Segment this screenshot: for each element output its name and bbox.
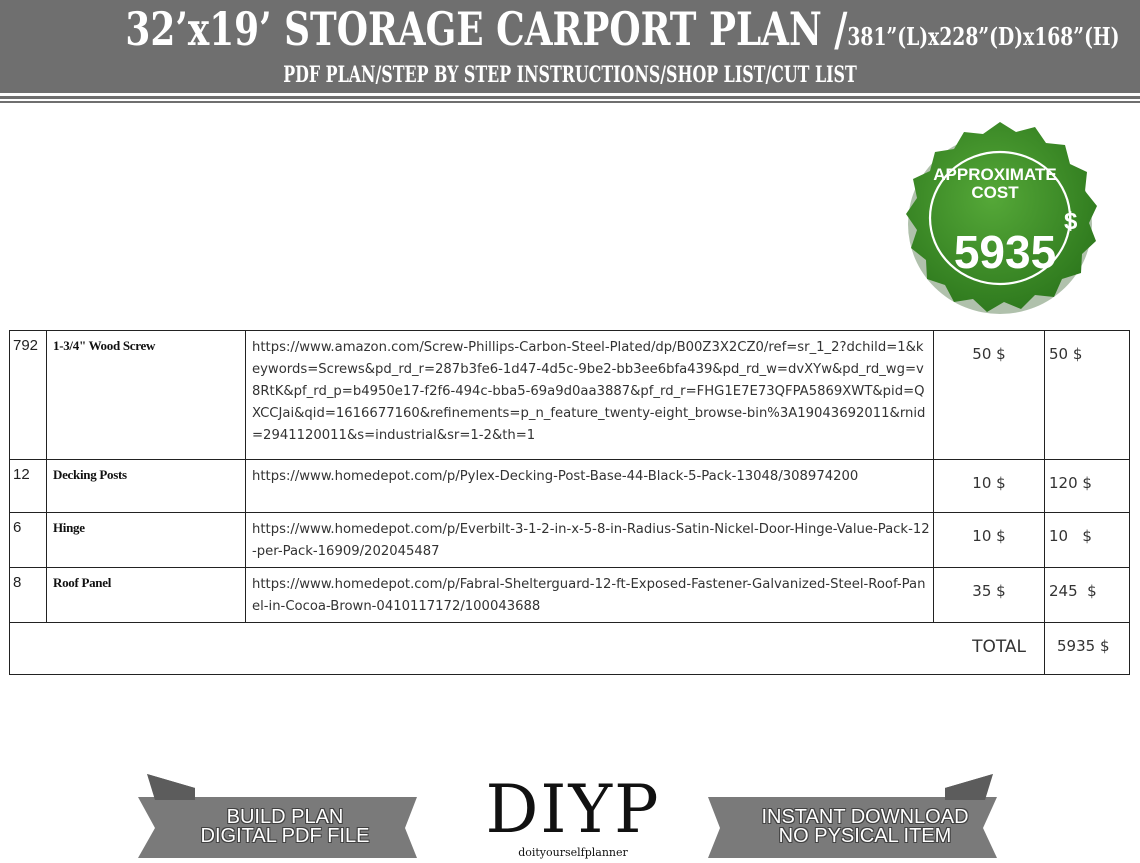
diyp-logo-tagline: doityourselfplanner: [518, 846, 628, 859]
table-row: [10, 331, 1130, 460]
badge-currency-symbol: $: [1064, 208, 1078, 235]
table-row: [10, 568, 1130, 623]
item-name: Hinge: [47, 513, 246, 568]
item-quantity: 12: [10, 460, 47, 513]
diyp-logo: DIYP: [485, 771, 661, 848]
badge-label-cost: COST: [971, 183, 1019, 202]
ribbon-right-line1: INSTANT DOWNLOAD: [761, 806, 969, 828]
table-row: [10, 513, 1130, 568]
item-unit-price: 10 $: [934, 460, 1045, 513]
title-main: 32’x19’ STORAGE CARPORT PLAN /: [125, 2, 848, 56]
ribbon-right-line2: NO PYSICAL ITEM: [778, 825, 952, 847]
item-quantity: 6: [10, 513, 47, 568]
item-unit-price: 35 $: [934, 568, 1045, 623]
page-subtitle: PDF PLAN/STEP BY STEP INSTRUCTIONS/SHOP LIST/CUT LIST: [283, 62, 857, 88]
shopping-list-table: [9, 330, 1130, 675]
total-label: TOTAL: [10, 623, 1045, 675]
item-total: 245 $: [1045, 568, 1130, 623]
item-name: 1-3/4" Wood Screw: [47, 331, 246, 460]
item-total: 10 $: [1045, 513, 1130, 568]
item-total: 120 $: [1045, 460, 1130, 513]
item-name: Roof Panel: [47, 568, 246, 623]
item-quantity: 8: [10, 568, 47, 623]
table-row: [10, 460, 1130, 513]
item-unit-price: 10 $: [934, 513, 1045, 568]
page-title: [125, 2, 1120, 56]
ribbon-left-line2: DIGITAL PDF FILE: [200, 825, 370, 847]
badge-cost-value: 5935: [953, 226, 1057, 278]
badge-label-approximate: APPROXIMATE: [933, 165, 1057, 184]
item-link[interactable]: https://www.homedepot.com/p/Pylex-Decking-Post-Base-44-Black-5-Pack-13048/308974200: [246, 460, 934, 513]
item-quantity: 792: [10, 331, 47, 460]
ribbon-left-line1: BUILD PLAN: [226, 806, 344, 828]
item-link[interactable]: https://www.homedepot.com/p/Everbilt-3-1-2-in-x-5-8-in-Radius-Satin-Nickel-Door-Hinge-Value-Pack-12-per-Pack-16909/202045487: [246, 513, 934, 568]
total-value: 5935 $: [1045, 623, 1130, 675]
item-link[interactable]: https://www.homedepot.com/p/Fabral-Shelterguard-12-ft-Exposed-Fastener-Galvanized-Steel-Roof-Panel-in-Cocoa-Brown-0410117172/100043688: [246, 568, 934, 623]
divider-line: [0, 101, 1140, 103]
item-unit-price: 50 $: [934, 331, 1045, 460]
item-total: 50 $: [1045, 331, 1130, 460]
table-total-row: [10, 623, 1130, 675]
divider-line: [0, 96, 1140, 99]
header-banner: [0, 0, 1140, 93]
item-name: Decking Posts: [47, 460, 246, 513]
title-dimensions: 381”(L)x228”(D)x168”(H): [847, 22, 1120, 51]
item-link[interactable]: https://www.amazon.com/Screw-Phillips-Carbon-Steel-Plated/dp/B00Z3X2CZ0/ref=sr_1_2?dchild=1&keywords=Screws&pd_rd_r=287b3fe6-1d47-4d5c-9be2-bb3ee6bfa439&pd_rd_w=dvXYw&pd_rd_wg=v8RtK&pf_rd_p=b4950e17-f2f6-494c-bba5-69a9d0aa3887&pf_rd_r=FHG1E7E73QFPA5869XWT&pid=QXCCJai&qid=1616677160&refinements=p_n_feature_twenty-eight_browse-bin%3A19043692011&rnid=2941120011&s=industrial&sr=1-2&th=1: [246, 331, 934, 460]
